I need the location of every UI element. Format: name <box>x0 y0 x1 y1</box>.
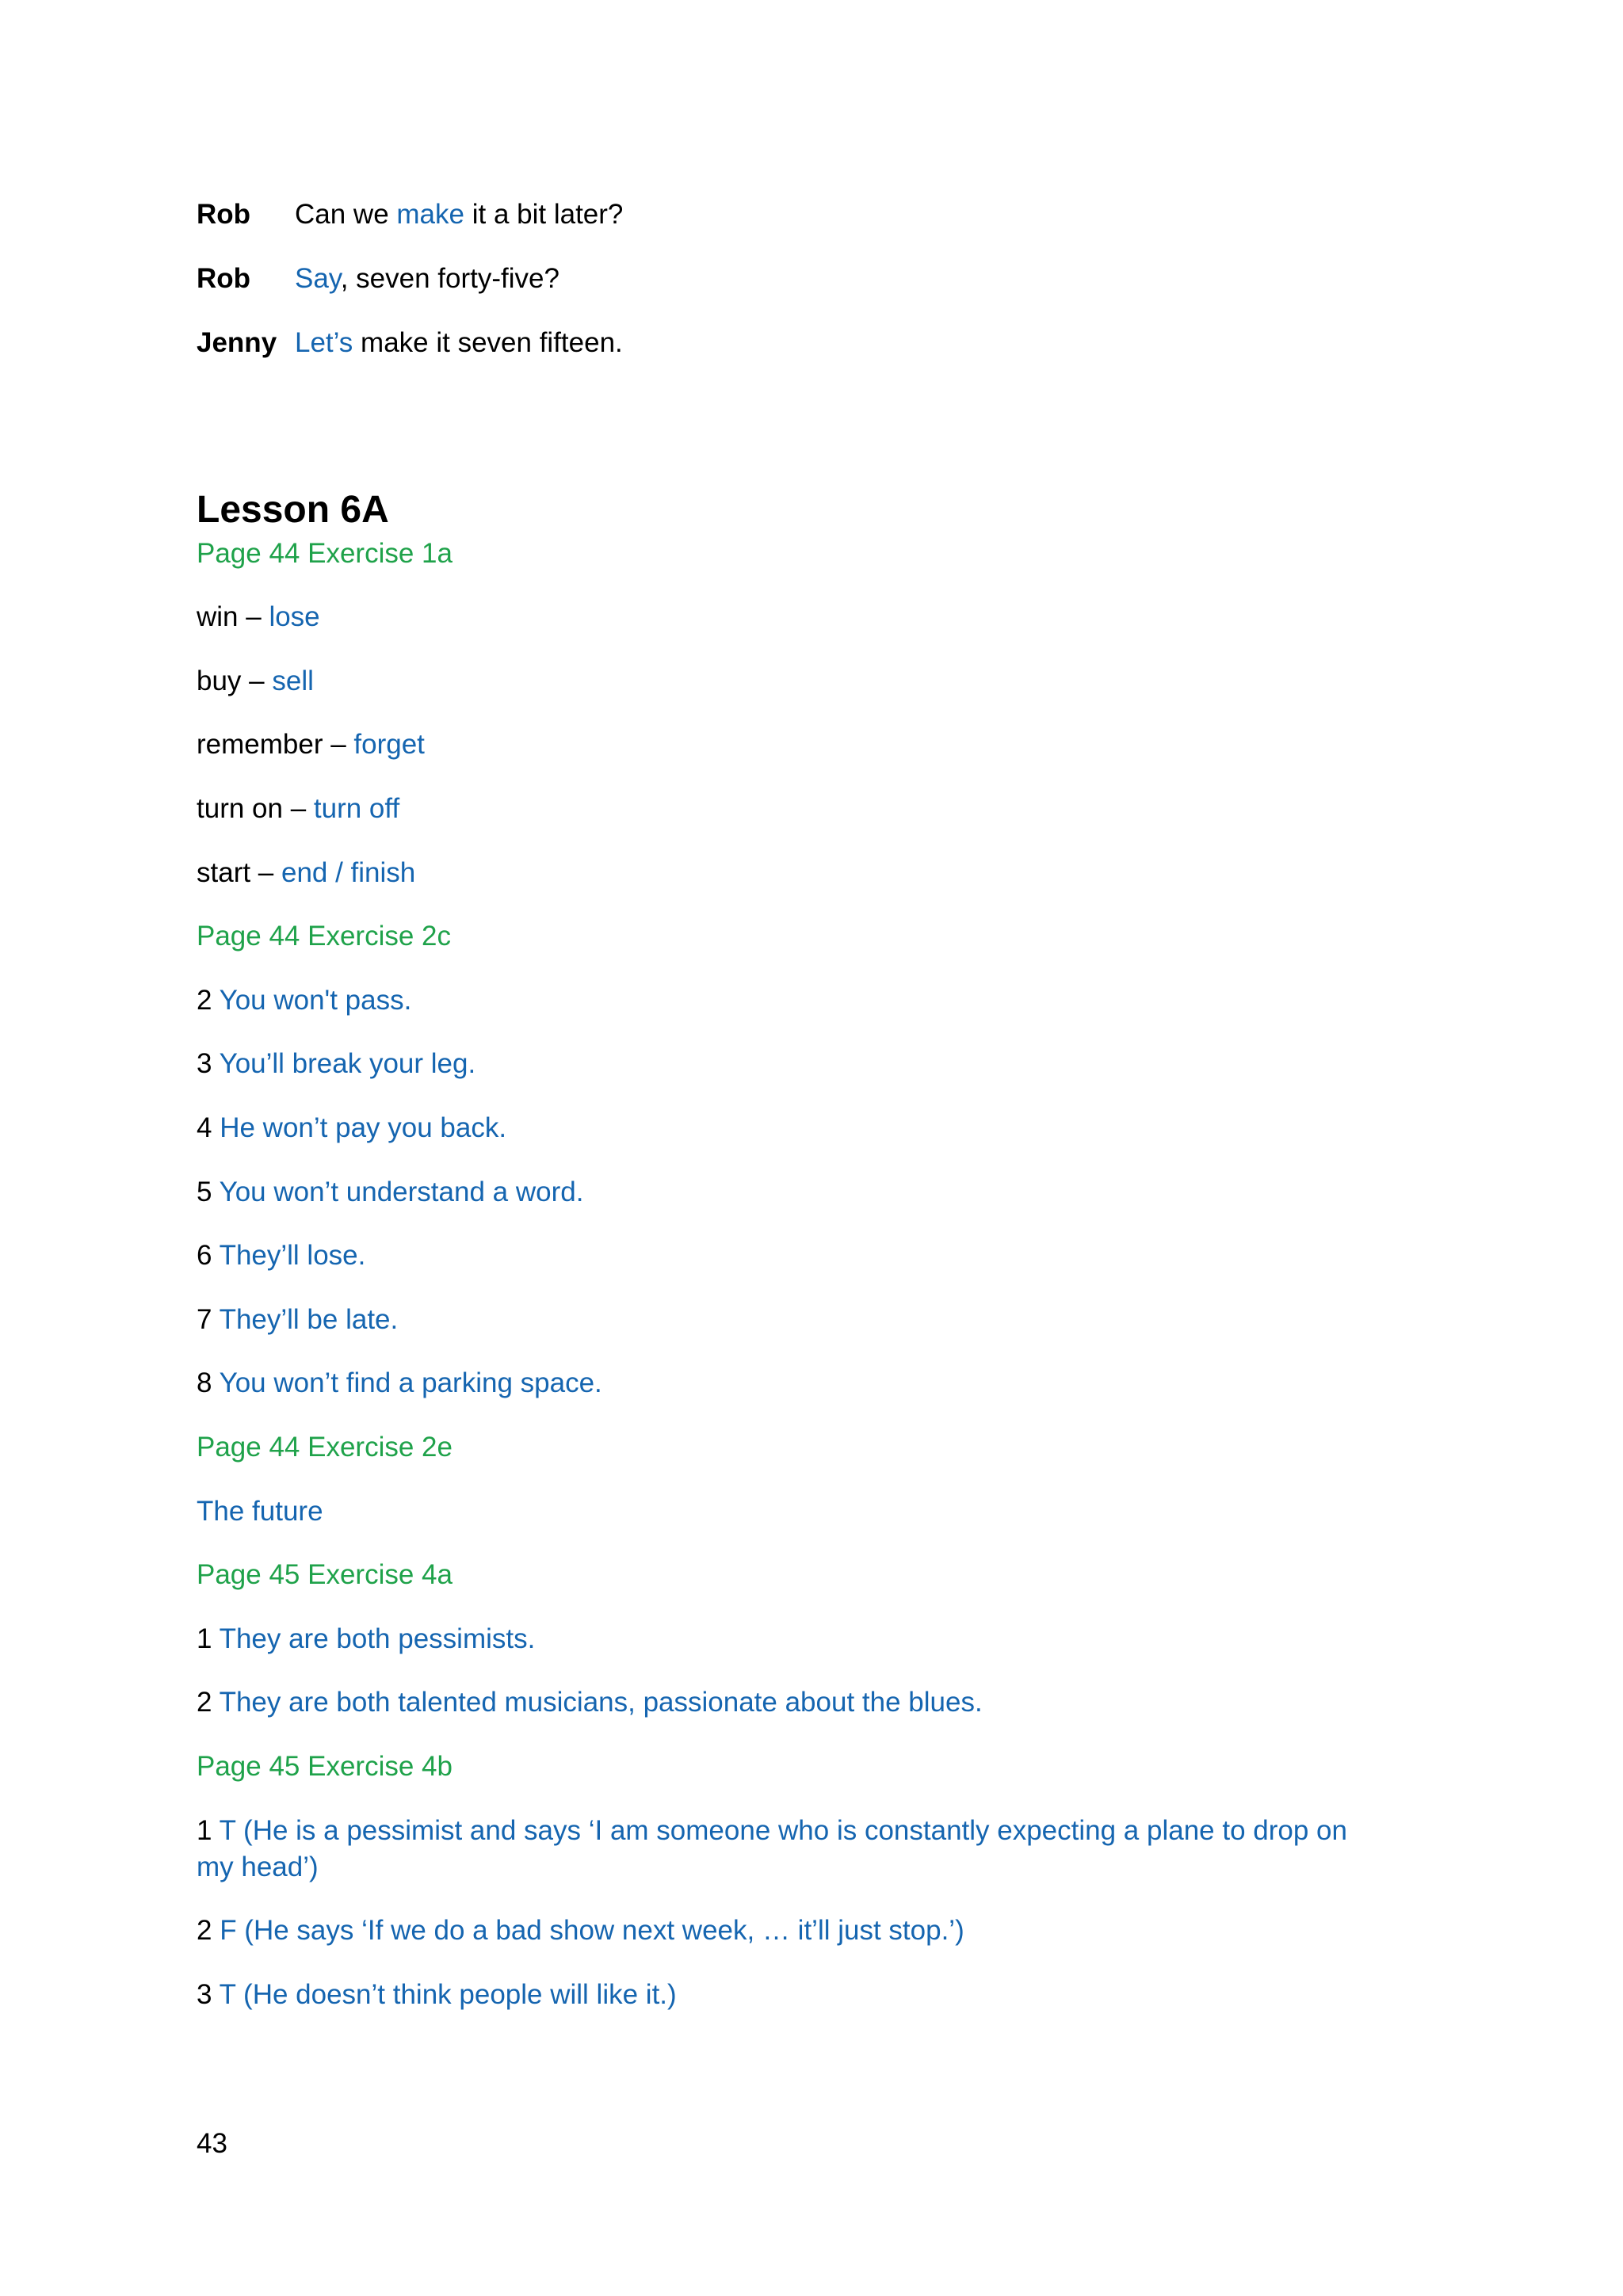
answer-item <box>197 1046 475 1082</box>
answer-item <box>197 1621 535 1657</box>
answer-item <box>197 1913 964 1949</box>
lesson-title: Lesson 6A <box>197 489 389 531</box>
exercise-title: Page 44 Exercise 1a <box>197 538 453 569</box>
exercise-title: Page 44 Exercise 2e <box>197 1432 453 1463</box>
answer: F (He says ‘If we do a bad show next week, … it’ll just stop.’) <box>220 1915 964 1946</box>
answer-item <box>197 982 411 1019</box>
item-number: 3 <box>197 1979 212 2010</box>
answer-pair <box>197 599 320 635</box>
item-number: 2 <box>197 1915 212 1946</box>
page-number: 43 <box>197 2128 227 2159</box>
answer-pair <box>197 855 415 891</box>
dialogue-line <box>197 261 559 297</box>
answer: You’ll break your leg. <box>219 1048 476 1079</box>
word: buy – <box>197 666 273 696</box>
item-number: 2 <box>197 985 212 1016</box>
answer-item <box>197 1110 506 1146</box>
answer-pair <box>197 791 399 827</box>
answer: They’ll lose. <box>219 1240 366 1271</box>
item-number: 8 <box>197 1367 212 1398</box>
exercise-title: Page 45 Exercise 4b <box>197 1751 453 1782</box>
answer-item <box>197 1977 677 2013</box>
answer: You won’t understand a word. <box>219 1177 584 1207</box>
dialogue-line <box>197 325 623 361</box>
item-number: 2 <box>197 1687 212 1718</box>
dialogue-text: Can we <box>295 199 397 230</box>
answer: sell <box>272 666 314 696</box>
word: start – <box>197 857 281 888</box>
answer: T (He doesn’t think people will like it.) <box>219 1979 677 2010</box>
word: remember – <box>197 729 354 760</box>
dialogue-text: make it seven fifteen. <box>353 327 623 358</box>
answer: forget <box>353 729 425 760</box>
dialogue-line <box>197 196 623 233</box>
answer: The future <box>197 1496 323 1527</box>
answer-item <box>197 1365 602 1402</box>
item-number: 6 <box>197 1240 212 1271</box>
answer: They are both pessimists. <box>219 1623 536 1654</box>
answer: You won’t find a parking space. <box>219 1367 602 1398</box>
item-number: 7 <box>197 1304 212 1335</box>
answer-item <box>197 1238 365 1274</box>
answer-item <box>197 1174 583 1211</box>
answer: end / finish <box>281 857 416 888</box>
answer: They are both talented musicians, passionate about the blues. <box>219 1687 983 1718</box>
word: win – <box>197 601 269 632</box>
speaker: Jenny <box>197 327 277 358</box>
item-number: 1 <box>197 1815 212 1846</box>
answer: He won’t pay you back. <box>220 1112 507 1143</box>
answer-item <box>197 1813 1385 1886</box>
dialogue-key-answer: make <box>396 199 464 230</box>
answer-pair <box>197 727 425 763</box>
exercise-title: Page 44 Exercise 2c <box>197 921 452 952</box>
item-number: 4 <box>197 1112 212 1143</box>
answer: You won't pass. <box>219 985 412 1016</box>
dialogue-key-answer: Say <box>295 263 341 294</box>
answer-item <box>197 1302 398 1338</box>
item-number: 3 <box>197 1048 212 1079</box>
dialogue-text: , seven forty-five? <box>340 263 559 294</box>
answer: lose <box>269 601 320 632</box>
answer: T (He is a pessimist and says ‘I am someone who is constantly expecting a plane to drop on my head’) <box>197 1815 1347 1882</box>
word: turn on – <box>197 793 314 824</box>
answer-item <box>197 1684 983 1721</box>
item-number: 5 <box>197 1177 212 1207</box>
answer-pair <box>197 663 314 700</box>
answer: turn off <box>313 793 400 824</box>
item-number: 1 <box>197 1623 212 1654</box>
answer: They’ll be late. <box>219 1304 399 1335</box>
speaker: Rob <box>197 263 251 294</box>
dialogue-text: it a bit later? <box>464 199 624 230</box>
exercise-title: Page 45 Exercise 4a <box>197 1559 453 1590</box>
dialogue-key-answer: Let’s <box>295 327 353 358</box>
speaker: Rob <box>197 199 251 230</box>
